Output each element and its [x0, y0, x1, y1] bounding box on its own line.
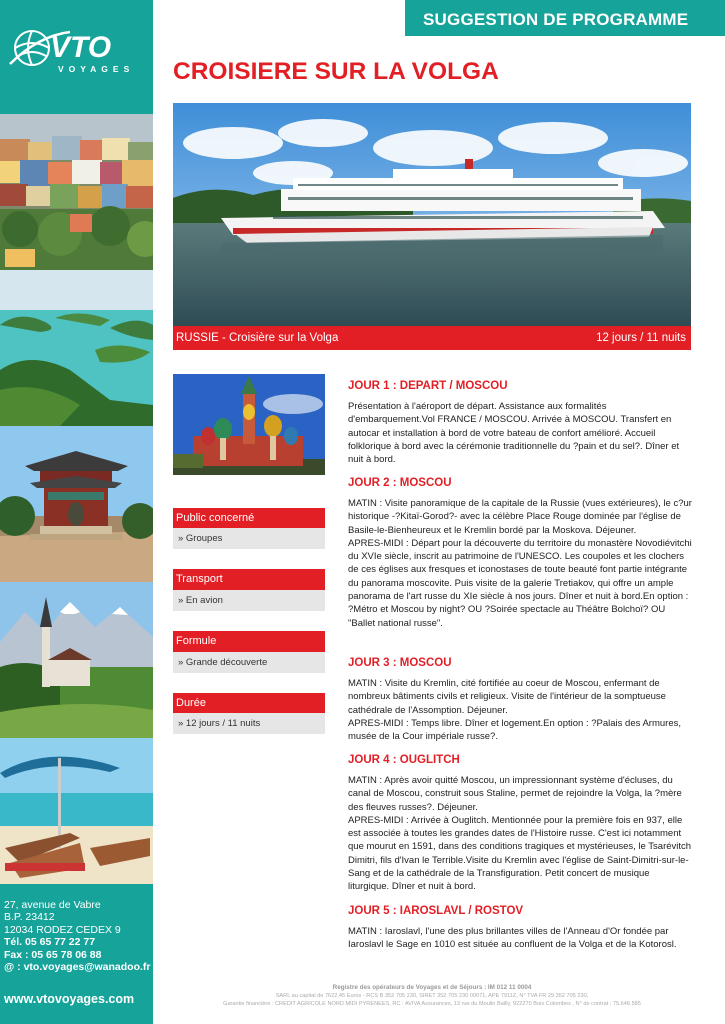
day-3-text: MATIN : Visite du Kremlin, cité fortifiée au coeur de Moscou, enfermant de nombreux bâtiments civils et religieux. Visite de l'intérieur de la somptueuse cathédrale de l'Assomption. Déjeuner. APRES-MIDI : Temps libre. Dîner et logement.En option : ?Palais des Armures, musée de la Cour impériale russe?. — [348, 678, 681, 743]
day-4-text: MATIN : Après avoir quitté Moscou, un impressionnant système d'écluses, du canal de Moscou, construit sous Staline, permet de rejoindre la Volga, la ?mère des fleuves russes?. Déjeuner. APRES-MIDI : Arrivée à Ouglitch. Mentionnée pour la première fois en 937, elle est associée à toutes les grandes dates de l'Histoire russe. C'est ici notamment que mourut en 1591, dans des conditions tragiques et mystérieuses, le Tsarévitch Dimitri, fils d'Ivan le Terrible.Visite du Kremlin avec l'église de Saint-Dimitri-sur-le-Sang et de la cathédrale de la Transfiguration. Petit concert de musique liturgique. Dîner et nuit à bord. — [348, 775, 692, 893]
saint-basil-cathedral-image — [173, 374, 325, 475]
hero-cruise-ship-image — [173, 103, 691, 326]
formule-value: » Grande découverte — [173, 652, 325, 673]
address-line-2: B.P. 23412 — [4, 911, 55, 924]
photo-lagoon — [0, 270, 153, 426]
photo-pagoda — [0, 426, 153, 582]
day-4-title: JOUR 4 : OUGLITCH — [348, 754, 460, 766]
sidebar — [0, 0, 153, 1024]
registration-line: Registre des opérateurs de Voyages et de Séjours : IM 012 11 0004 — [332, 984, 532, 991]
logo-main-text: VTO — [50, 31, 112, 64]
duration-label: 12 jours / 11 nuits — [596, 332, 686, 344]
duree-value: » 12 jours / 11 nuits — [173, 713, 325, 734]
page-title: CROISIERE SUR LA VOLGA — [173, 58, 499, 85]
company-line: SARL au capital de 7622,45 Euros - RCS B 352 705 230, SIRET 352 705 230 00071, APE 7911Z, N° TVA FR 29 352 705 230, — [275, 993, 589, 999]
formule-heading: Formule — [173, 631, 325, 652]
transport-value: » En avion — [173, 590, 325, 611]
phone-number: Tél. 05 65 77 22 77 — [4, 936, 96, 949]
logo-sub-text: VOYAGES — [58, 64, 135, 74]
day-5-text: MATIN : Iaroslavl, l'une des plus brillantes villes de l'Anneau d'Or fondée par Iaroslavl le Sage en 1010 est située au confluent de la Volga et de la Kotorosl. — [348, 926, 677, 951]
vto-logo — [8, 26, 148, 78]
public-value: » Groupes — [173, 528, 325, 549]
day-2 — [348, 477, 692, 630]
day-1-text: Présentation à l'aéroport de départ. Assistance aux formalités d'embarquement.Vol FRANCE / MOSCOU. Arrivée à MOSCOU. Transfert en autocar et installation à bord de votre bateau de confort amélioré. Accueil folklorique à bord avec la cérémonie traditionnelle du ?pain et du sel?. Dîner et nuit à bord. — [348, 401, 680, 466]
fax-number: Fax : 05 65 78 06 88 — [4, 948, 102, 961]
public-heading: Public concerné — [173, 508, 325, 529]
transport-heading: Transport — [173, 569, 325, 590]
guarantee-line: Garantie financière : CREDIT AGRICOLE NORD MIDI PYRENEES, RC : AVIVA Assurances, 13 rue du Moulin Bailly, 922270 Bois Colombes , N° de contrat : 75.646.585 — [223, 1001, 641, 1007]
day-2-title: JOUR 2 : MOSCOU — [348, 477, 452, 489]
day-3-title: JOUR 3 : MOSCOU — [348, 657, 452, 669]
day-2-text: MATIN : Visite panoramique de la capitale de la Russie (vues extérieures), le c?ur historique -?Kitaï-Gorod?- avec la célèbre Place Rouge dominée par l'église de Basile-le-Bienheureux et le Kremlin bordé par la Moskova. Déjeuner. APRES-MIDI : Départ pour la découverte du territoire du monastère Novodiévitchi du XVIe siècle, inscrit au patrimoine de l'UNESCO. Les coupoles et les clochers de ces églises aux fresques et iconostases de toute beauté font partie intégrante du panorama moscovite. Puis visite de la galerie Tretiakov, qui offre un ample panorama de l'art russe du XIe siècle à nos jours. Dîner et nuit à bord.En option : ?Métro et Moscou by night? OU ?Soirée spectacle au Théâtre Bolchoï? OU "Ballet national russe". — [348, 498, 692, 629]
website-link[interactable]: www.vtovoyages.com — [4, 992, 135, 1006]
destination-label: RUSSIE - Croisière sur la Volga — [176, 332, 339, 344]
duree-heading: Durée — [173, 693, 325, 714]
contact-block — [4, 899, 152, 973]
day-5 — [348, 905, 692, 952]
day-1-title: JOUR 1 : DEPART / MOSCOU — [348, 380, 508, 392]
hero-caption-bar — [173, 326, 691, 350]
photo-houses — [0, 114, 153, 270]
photo-alpine-church — [0, 582, 153, 738]
photo-beach — [0, 738, 153, 884]
legal-footer — [172, 984, 692, 1008]
day-5-title: JOUR 5 : IAROSLAVL / ROSTOV — [348, 905, 524, 917]
day-3 — [348, 657, 692, 743]
suggestion-tab: SUGGESTION DE PROGRAMME — [405, 0, 725, 36]
email-address[interactable]: @ : vto.voyages@wanadoo.fr — [4, 961, 151, 974]
day-1 — [348, 380, 692, 466]
address-line-1: 27, avenue de Vabre — [4, 899, 101, 911]
address-line-3: 12034 RODEZ CEDEX 9 — [4, 923, 121, 936]
day-4 — [348, 754, 692, 894]
